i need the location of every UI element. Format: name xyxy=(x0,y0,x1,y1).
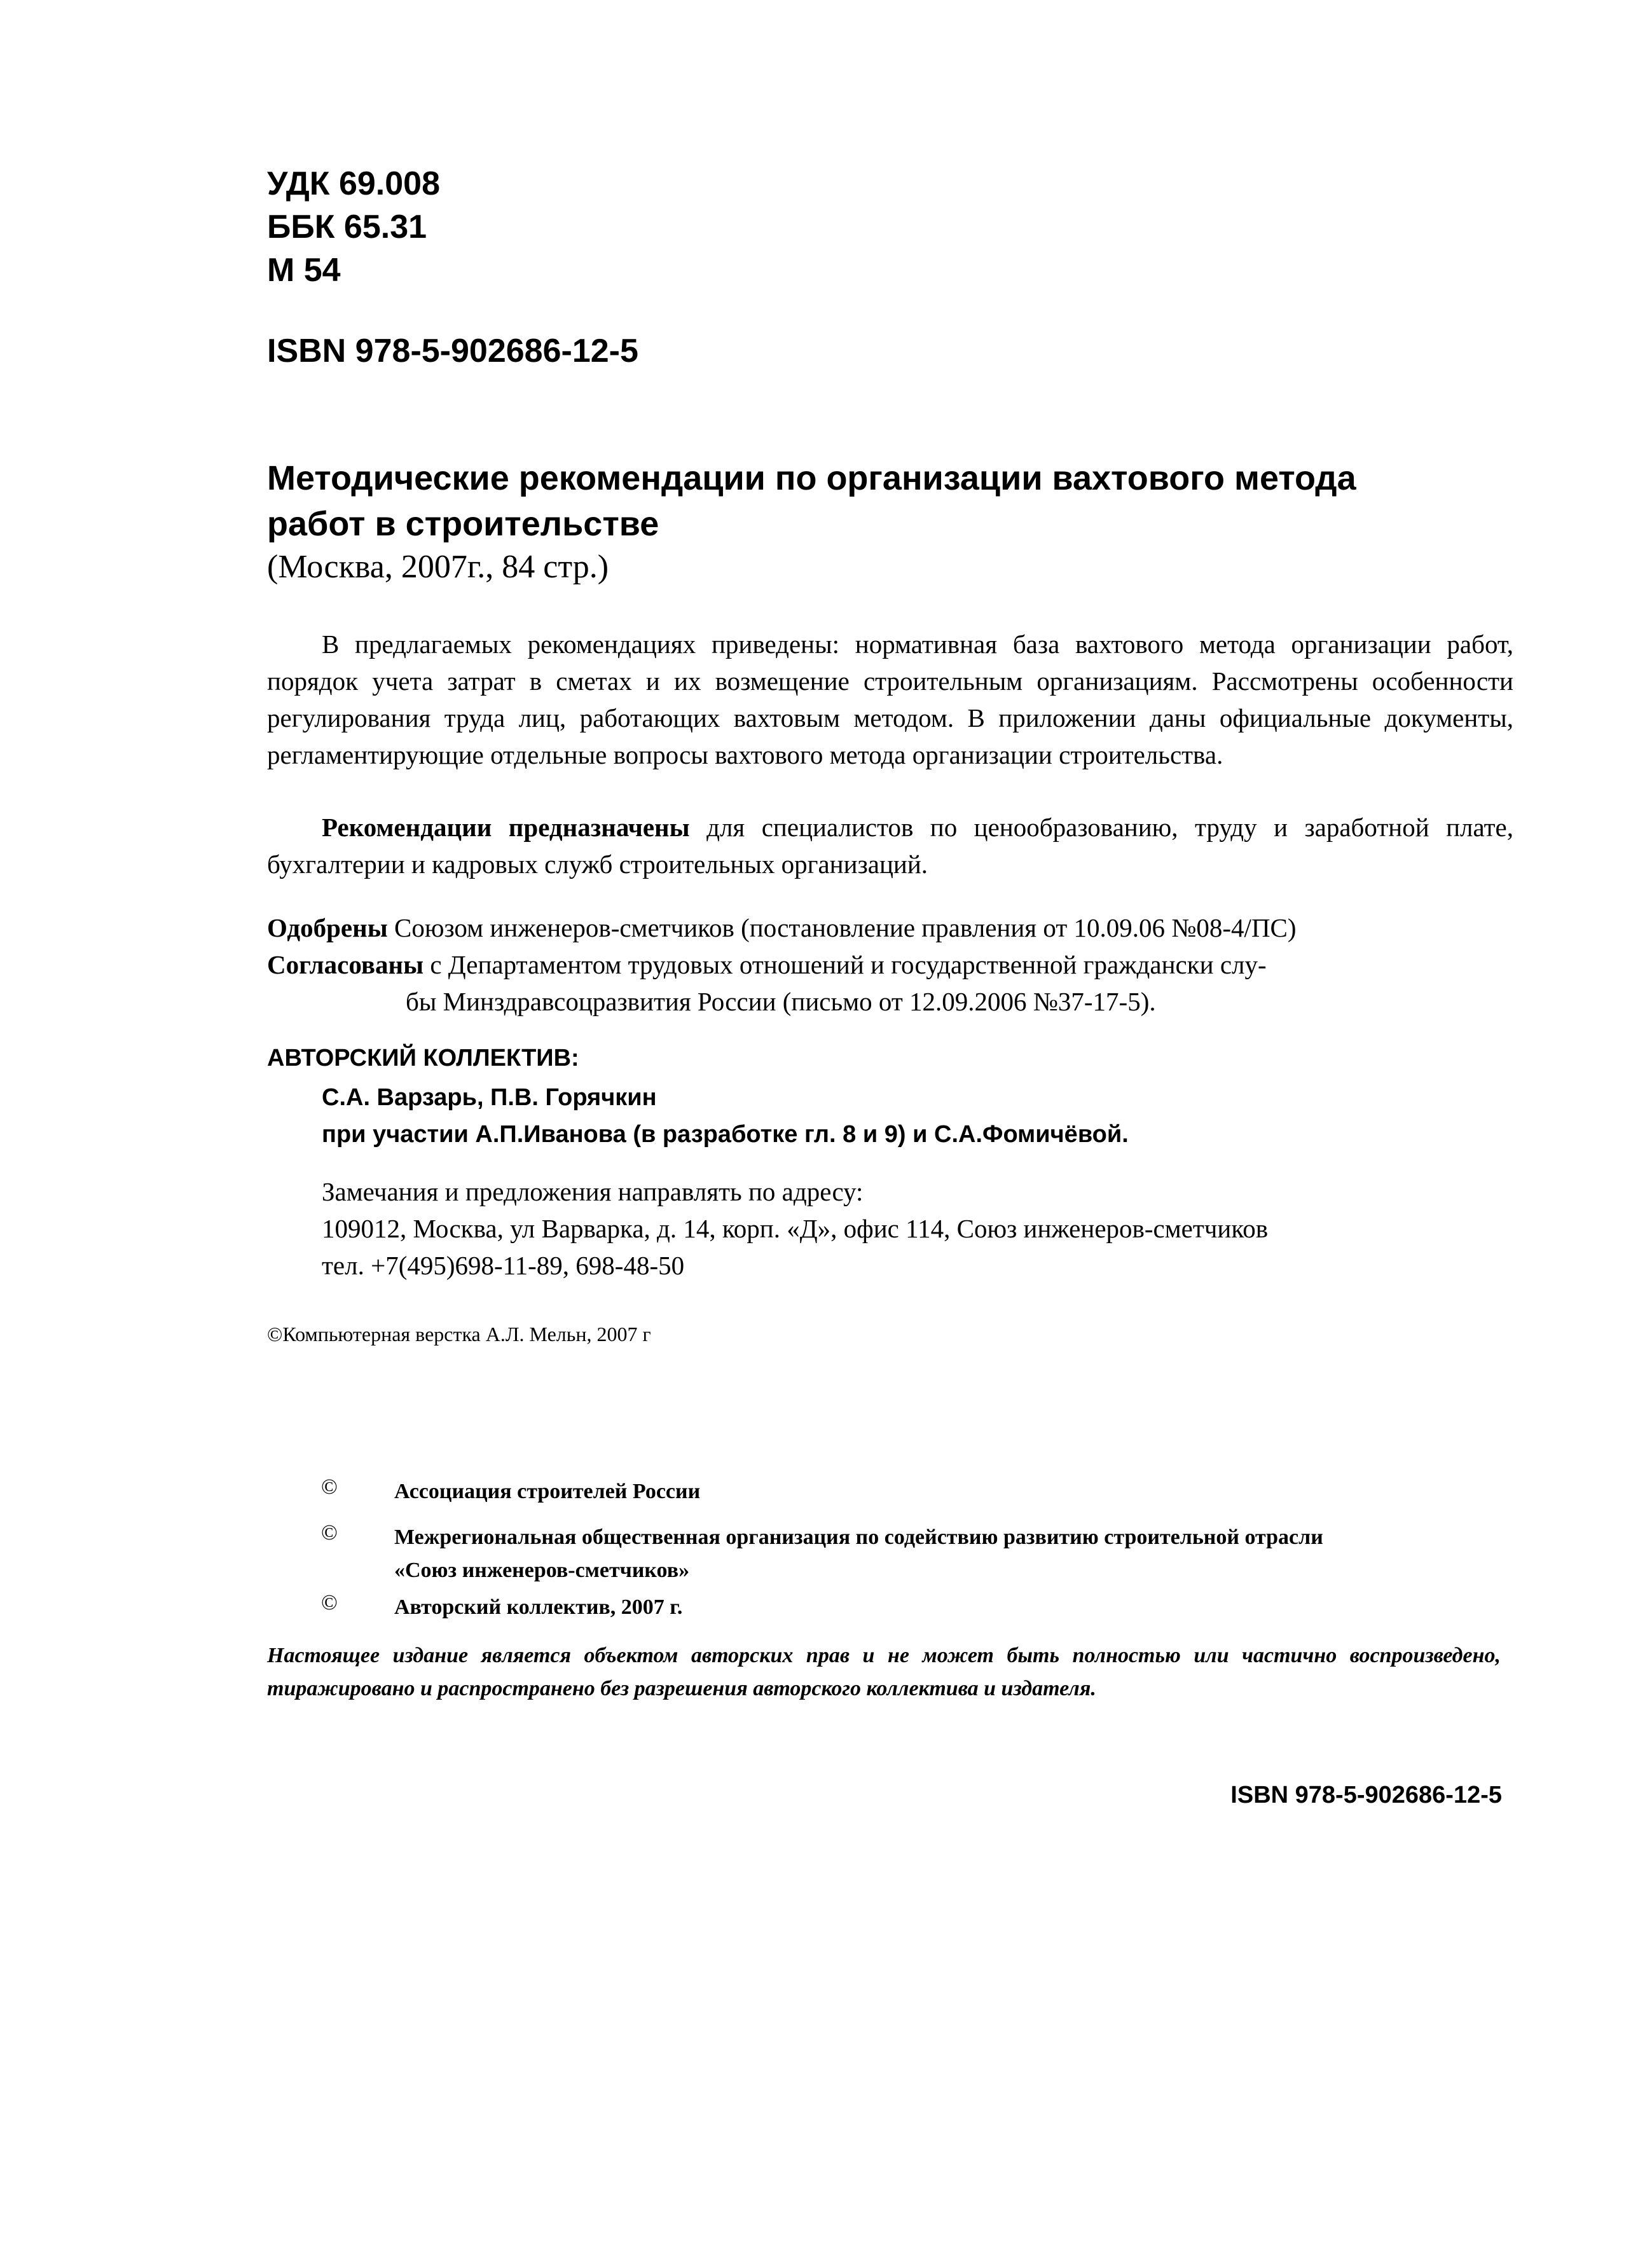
authors-names: С.А. Варзарь, П.В. Горячкин xyxy=(322,1084,657,1111)
author-mark: М 54 xyxy=(267,252,341,289)
copyright-holder-1: Ассоциация строителей России xyxy=(394,1480,701,1503)
authors-heading: АВТОРСКИЙ КОЛЛЕКТИВ: xyxy=(267,1045,579,1071)
authors-list xyxy=(322,1079,1129,1153)
layout-credit: ©Компьютерная верстка А.Л. Мельн, 2007 г xyxy=(267,1323,651,1346)
title-line-1: Методические рекомендации по организации вахтового метода xyxy=(267,459,1356,497)
approved-text: Союзом инженеров-сметчиков (постановление правления от 10.09.06 №08-4/ПС) xyxy=(387,913,1297,942)
agreed-line xyxy=(267,946,1297,983)
copyright-holder-3: Авторский коллектив, 2007 г. xyxy=(394,1595,683,1619)
agreed-text-1: с Департаментом трудовых отношений и государственной граждански слу- xyxy=(423,950,1267,979)
copyright-holder-2-line-2: «Союз инженеров-сметчиков» xyxy=(394,1559,690,1582)
copyright-sign-2: © xyxy=(321,1521,338,1545)
annotation-bold-lead: Рекомендации предназначены xyxy=(322,813,690,842)
book-title xyxy=(267,455,1356,547)
approval-block xyxy=(267,909,1297,1020)
contact-address: 109012, Москва, ул Варварка, д. 14, корп. «Д», офис 114, Союз инженеров-сметчиков xyxy=(322,1214,1269,1243)
annotation-text-1: В предлагаемых рекомендациях приведены: нормативная база вахтового метода организации работ, порядок учета затрат в сметах и их возмещение строительным организациям. Рассмотрены особенности регулирования труда лиц, работающих вахтовым методом. В приложении даны официальные документы, регламентирующие отдельные вопросы вахтового метода организации строительства. xyxy=(267,630,1513,769)
copyright-notice: Настоящее издание является объектом авторских прав и не может быть полностью или частично воспроизведено, тиражировано и распространено без разрешения авторского коллектива и издателя. xyxy=(267,1644,1501,1700)
annotation-text-2: для специалистов по ценообразованию, труду и заработной плате, бухгалтерии и кадровых служб строительных организаций. xyxy=(267,813,1514,879)
copyright-sign-3: © xyxy=(321,1591,338,1614)
contact-block xyxy=(322,1173,1268,1284)
contact-line-1: Замечания и предложения направлять по адресу: xyxy=(322,1177,864,1206)
annotation-paragraph-2 xyxy=(267,809,1513,883)
agreed-line-continued: бы Минздравсоцразвития России (письмо от 12.09.2006 №37-17-5). xyxy=(406,987,1156,1016)
bbk-code: ББК 65.31 xyxy=(267,209,427,245)
title-line-2: работ в строительстве xyxy=(267,505,659,543)
approved-label: Одобрены xyxy=(267,913,388,942)
copyright-sign-1: © xyxy=(321,1475,338,1499)
contact-phone: тел. +7(495)698-11-89, 698-48-50 xyxy=(322,1251,685,1280)
copyright-holder-2-line-1: Межрегиональная общественная организация по содействию развитию строительной отрасли xyxy=(394,1525,1323,1549)
isbn-bottom: ISBN 978-5-902686-12-5 xyxy=(1230,1782,1502,1808)
classification-block xyxy=(267,162,440,292)
annotation-paragraph-1 xyxy=(267,626,1513,773)
copyright-holder-2 xyxy=(394,1521,1323,1587)
approved-line xyxy=(267,909,1297,946)
agreed-label: Согласованы xyxy=(267,950,424,979)
udk-code: УДК 69.008 xyxy=(267,165,440,202)
book-subtitle: (Москва, 2007г., 84 стр.) xyxy=(267,549,609,585)
authors-participation: при участии А.П.Иванова (в разработке гл. 8 и 9) и С.А.Фомичёвой. xyxy=(322,1121,1129,1148)
isbn-top: ISBN 978-5-902686-12-5 xyxy=(267,333,638,369)
